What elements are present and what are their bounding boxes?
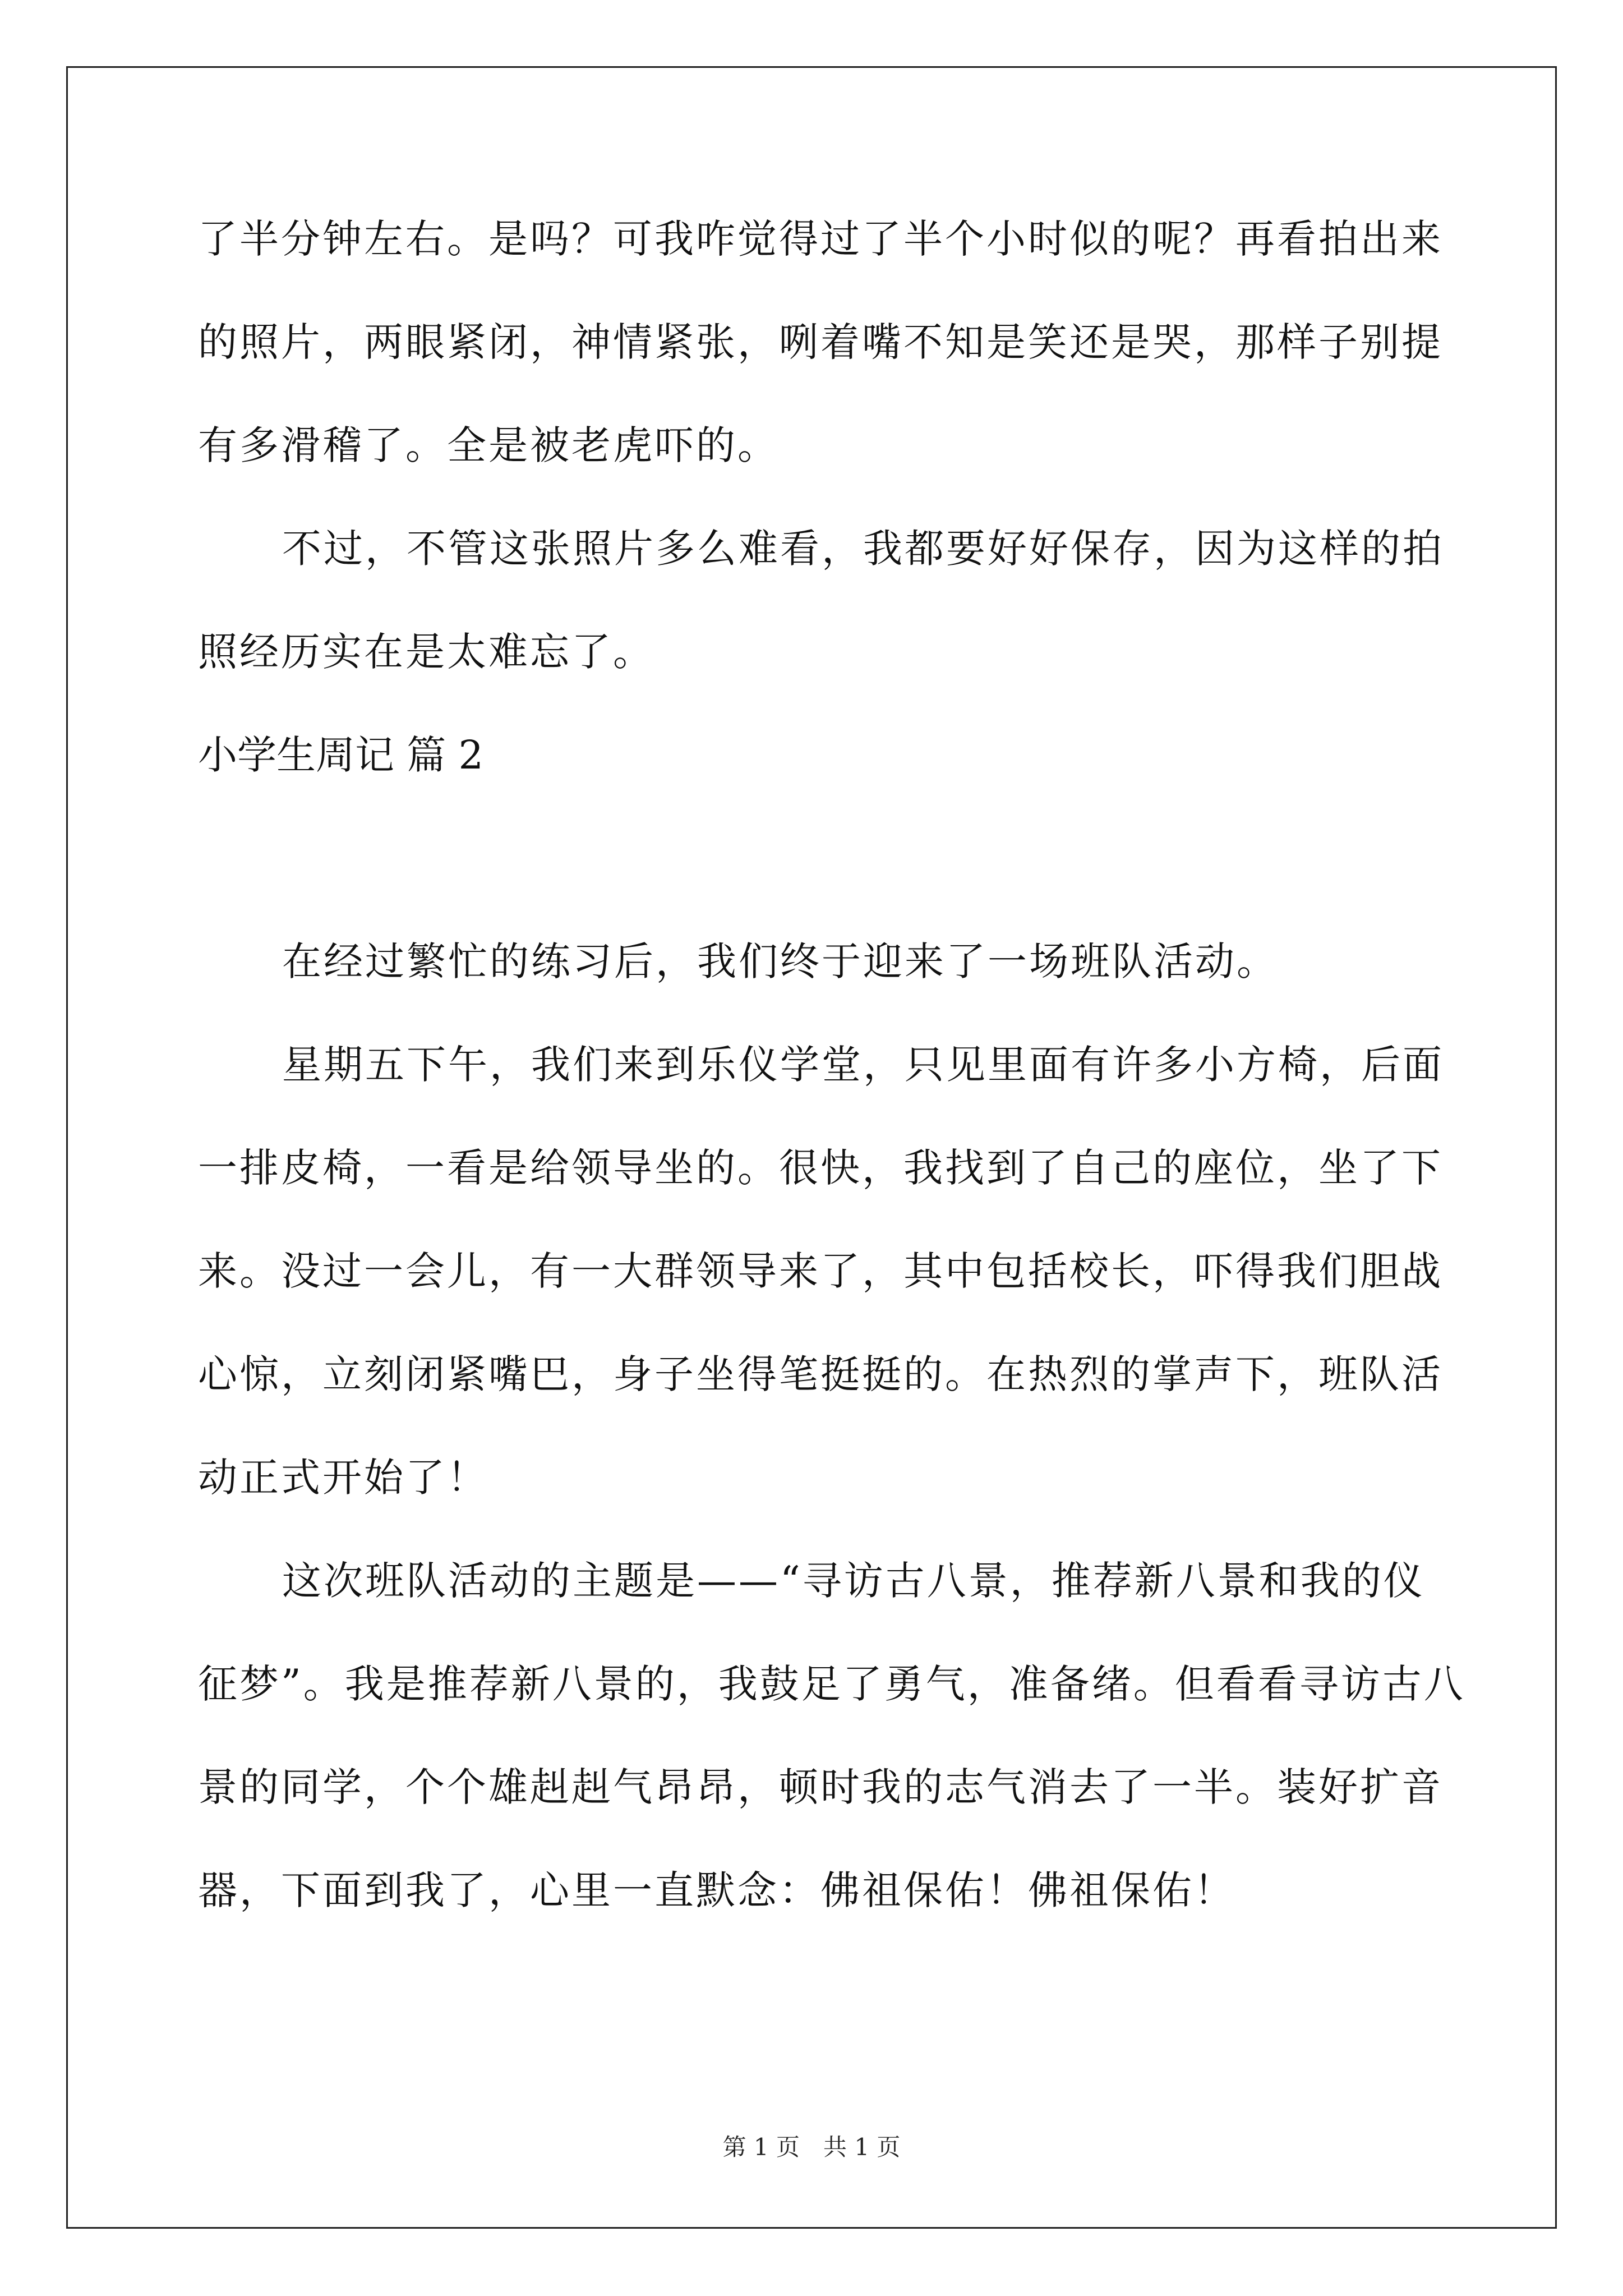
document-body: [198, 213, 1465, 1916]
text-line: 来。没过一会儿，有一大群领导来了，其中包括校长，吓得我们胆战: [198, 1248, 1443, 1294]
text-line: 有多滑稽了。全是被老虎吓的。: [198, 422, 779, 468]
text-line: 动正式开始了！: [198, 1455, 488, 1501]
text-line: 器，下面到我了，心里一直默念：佛祖保佑！佛祖保佑！: [198, 1867, 1235, 1913]
paragraph-start-line: 星期五下午，我们来到乐仪学堂，只见里面有许多小方椅，后面: [282, 1042, 1444, 1088]
paragraph-start-line: 不过，不管这张照片多么难看，我都要好好保存，因为这样的拍: [282, 526, 1444, 572]
text-line: 征梦”。我是推荐新八景的，我鼓足了勇气，准备绪。但看看寻访古八: [198, 1661, 1465, 1707]
text-line: 照经历实在是太难忘了。: [198, 629, 654, 675]
section-heading: 小学生周记 篇 2: [198, 732, 484, 778]
page-footer: 第 1 页 共 1 页: [722, 2133, 901, 2161]
text-line: 景的同学，个个雄赳赳气昂昂，顿时我的志气消去了一半。装好扩音: [198, 1764, 1443, 1810]
text-line: 心惊，立刻闭紧嘴巴，身子坐得笔挺挺的。在热烈的掌声下，班队活: [198, 1351, 1443, 1397]
text-line: 了半分钟左右。是吗？可我咋觉得过了半个小时似的呢？再看拍出来: [198, 216, 1443, 262]
paragraph-start-line: 这次班队活动的主题是——“寻访古八景，推荐新八景和我的仪: [282, 1558, 1425, 1604]
text-line: 的照片，两眼紧闭，神情紧张，咧着嘴不知是笑还是哭，那样子别提: [198, 319, 1443, 365]
text-line: 一排皮椅，一看是给领导坐的。很快，我找到了自己的座位，坐了下: [198, 1145, 1443, 1191]
paragraph-start-line: 在经过繁忙的练习后，我们终于迎来了一场班队活动。: [282, 938, 1278, 984]
